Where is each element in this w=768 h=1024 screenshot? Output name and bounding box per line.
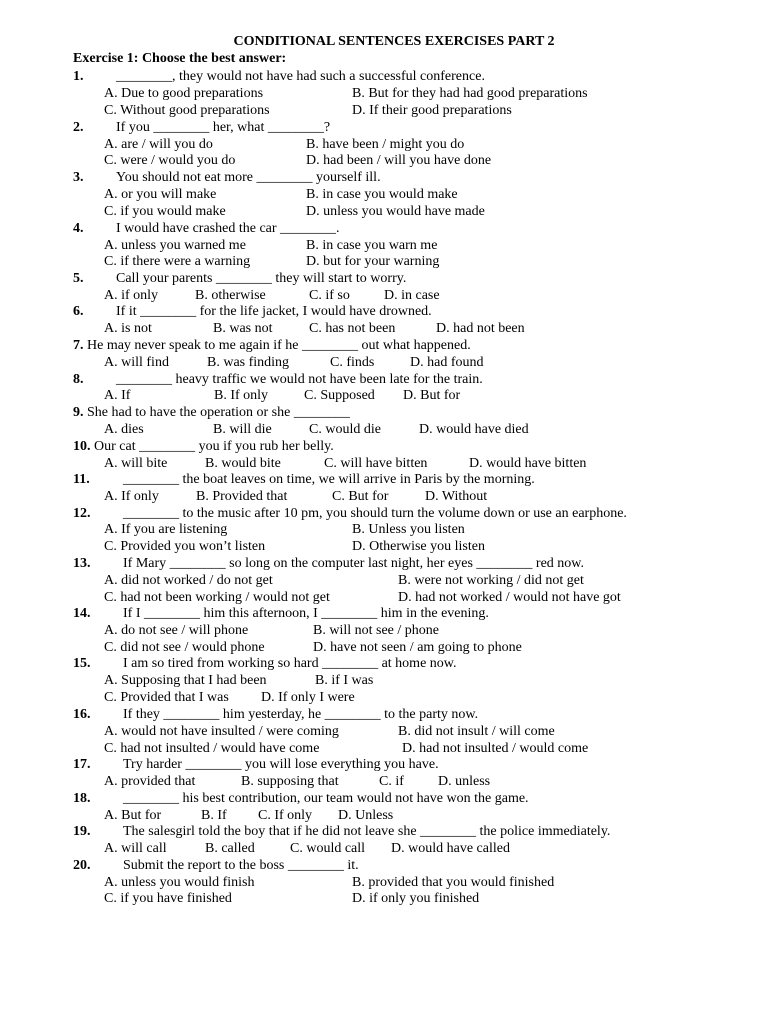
option-d[interactable]: D. had not insulted / would come [402, 741, 589, 756]
option-b[interactable]: B. will die [213, 422, 272, 437]
question-text: Submit the report to the boss ________ it. [123, 858, 359, 873]
option-b[interactable]: B. provided that you would finished [352, 875, 555, 890]
option-c[interactable]: C. if you would make [104, 204, 226, 219]
question-text: If they ________ him yesterday, he ________ to the party now. [123, 707, 479, 722]
option-b[interactable]: B. But for they had had good preparations [352, 86, 588, 101]
option-b[interactable]: B. in case you would make [306, 187, 458, 202]
option-a[interactable]: A. provided that [104, 774, 196, 789]
option-c[interactable]: C. had not been working / would not get [104, 590, 330, 605]
option-a[interactable]: A. would not have insulted / were coming [104, 724, 339, 739]
option-a[interactable]: A. Due to good preparations [104, 86, 264, 101]
option-d[interactable]: D. would have died [419, 422, 529, 437]
option-c[interactable]: C. Supposed [304, 388, 375, 403]
question-text: Try harder ________ you will lose everything you have. [123, 757, 439, 772]
option-c[interactable]: C. will have bitten [324, 456, 428, 471]
question-text: ________, they would not have had such a successful conference. [116, 69, 485, 84]
option-d[interactable]: D. had found [410, 355, 484, 370]
question-text: I am so tired from working so hard ________ at home now. [123, 656, 457, 671]
option-a[interactable]: A. If [104, 388, 131, 403]
option-d[interactable]: D. If only I were [261, 690, 355, 705]
option-a[interactable]: A. will bite [104, 456, 168, 471]
option-c[interactable]: C. If only [258, 808, 313, 823]
option-c[interactable]: C. Without good preparations [104, 103, 270, 118]
option-a[interactable]: A. unless you would finish [104, 875, 255, 890]
question-text: ________ the boat leaves on time, we will arrive in Paris by the morning. [123, 472, 535, 487]
question-number: 11. [73, 472, 90, 487]
option-a[interactable]: A. But for [104, 808, 162, 823]
option-a[interactable]: A. If you are listening [104, 522, 228, 537]
question-number: 17. [73, 757, 91, 772]
option-d[interactable]: D. would have called [391, 841, 510, 856]
question-number: 13. [73, 556, 91, 571]
question-number: 10. [73, 439, 91, 454]
option-d[interactable]: D. unless you would have made [306, 204, 485, 219]
question-text: If Mary ________ so long on the computer last night, her eyes ________ red now. [123, 556, 585, 571]
option-a[interactable]: A. Supposing that I had been [104, 673, 267, 688]
option-d[interactable]: D. Without [425, 489, 488, 504]
option-d[interactable]: D. Otherwise you listen [352, 539, 485, 554]
option-b[interactable]: B. called [205, 841, 255, 856]
option-d[interactable]: D. If their good preparations [352, 103, 512, 118]
question-text: ________ to the music after 10 pm, you should turn the volume down or use an earphone. [123, 506, 627, 521]
option-a[interactable]: A. or you will make [104, 187, 217, 202]
option-d[interactable]: D. had been / will you have done [306, 153, 492, 168]
option-a[interactable]: A. are / will you do [104, 137, 213, 152]
option-b[interactable]: B. if I was [315, 673, 374, 688]
option-d[interactable]: D. have not seen / am going to phone [313, 640, 522, 655]
option-d[interactable]: D. if only you finished [352, 891, 480, 906]
option-a[interactable]: A. is not [104, 321, 152, 336]
question-text: If I ________ him this afternoon, I ________ him in the evening. [123, 606, 489, 621]
question-number: 14. [73, 606, 91, 621]
question-text: Call your parents ________ they will start to worry. [116, 271, 407, 286]
question-text: Our cat ________ you if you rub her belly. [94, 439, 334, 454]
option-a[interactable]: A. do not see / will phone [104, 623, 249, 638]
page-title: CONDITIONAL SENTENCES EXERCISES PART 2 [233, 34, 555, 49]
option-b[interactable]: B. have been / might you do [306, 137, 465, 152]
question-number: 16. [73, 707, 91, 722]
question-number: 4. [73, 221, 84, 236]
option-c[interactable]: C. had not insulted / would have come [104, 741, 320, 756]
option-b[interactable]: B. was finding [207, 355, 290, 370]
question-text: If you ________ her, what ________? [116, 120, 331, 135]
option-a[interactable]: A. will call [104, 841, 167, 856]
option-d[interactable]: D. but for your warning [306, 254, 440, 269]
question-number: 1. [73, 69, 84, 84]
option-a[interactable]: A. did not worked / do not get [104, 573, 273, 588]
option-c[interactable]: C. has not been [309, 321, 396, 336]
question-number: 6. [73, 304, 84, 319]
question-number: 2. [73, 120, 84, 135]
option-c[interactable]: C. But for [332, 489, 389, 504]
option-b[interactable]: B. supposing that [241, 774, 339, 789]
option-b[interactable]: B. Provided that [196, 489, 288, 504]
option-d[interactable]: D. unless [438, 774, 491, 789]
option-c[interactable]: C. Provided that I was [104, 690, 229, 705]
option-b[interactable]: B. otherwise [195, 288, 266, 303]
option-b[interactable]: B. If only [214, 388, 269, 403]
question-number: 9. [73, 405, 84, 420]
question-text: The salesgirl told the boy that if he did not leave she ________ the police immediately. [123, 824, 611, 839]
option-a[interactable]: A. will find [104, 355, 169, 370]
option-c[interactable]: C. finds [330, 355, 375, 370]
option-d[interactable]: D. in case [384, 288, 440, 303]
option-b[interactable]: B. was not [213, 321, 273, 336]
question-number: 19. [73, 824, 91, 839]
option-a[interactable]: A. If only [104, 489, 159, 504]
option-b[interactable]: B. did not insult / will come [398, 724, 555, 739]
option-d[interactable]: D. Unless [338, 808, 394, 823]
question-number: 15. [73, 656, 91, 671]
option-a[interactable]: A. unless you warned me [104, 238, 246, 253]
option-c[interactable]: C. if there were a warning [104, 254, 251, 269]
option-a[interactable]: A. if only [104, 288, 159, 303]
option-a[interactable]: A. dies [104, 422, 144, 437]
option-d[interactable]: D. had not worked / would not have got [398, 590, 621, 605]
question-text: ________ his best contribution, our team would not have won the game. [123, 791, 529, 806]
question-text: She had to have the operation or she ________ [87, 405, 350, 420]
question-number: 5. [73, 271, 84, 286]
question-number: 8. [73, 372, 84, 387]
question-text: You should not eat more ________ yourself ill. [116, 170, 381, 185]
option-c[interactable]: C. were / would you do [104, 153, 236, 168]
option-b[interactable]: B. If [201, 808, 227, 823]
option-b[interactable]: B. will not see / phone [313, 623, 439, 638]
option-b[interactable]: B. Unless you listen [352, 522, 465, 537]
question-number: 3. [73, 170, 84, 185]
question-text: ________ heavy traffic we would not have been late for the train. [116, 372, 483, 387]
option-d[interactable]: D. But for [403, 388, 461, 403]
option-b[interactable]: B. in case you warn me [306, 238, 438, 253]
exercise-heading: Exercise 1: Choose the best answer: [73, 51, 287, 66]
question-text: If it ________ for the life jacket, I would have drowned. [116, 304, 432, 319]
question-text: He may never speak to me again if he ________ out what happened. [87, 338, 471, 353]
question-number: 18. [73, 791, 91, 806]
question-number: 20. [73, 858, 91, 873]
option-d[interactable]: D. would have bitten [469, 456, 587, 471]
option-c[interactable]: C. Provided you won’t listen [104, 539, 266, 554]
option-c[interactable]: C. if you have finished [104, 891, 232, 906]
option-b[interactable]: B. would bite [205, 456, 281, 471]
option-c[interactable]: C. would die [309, 422, 381, 437]
question-text: I would have crashed the car ________. [116, 221, 340, 236]
option-c[interactable]: C. did not see / would phone [104, 640, 265, 655]
option-c[interactable]: C. if so [309, 288, 350, 303]
option-b[interactable]: B. were not working / did not get [398, 573, 584, 588]
option-c[interactable]: C. if [379, 774, 404, 789]
question-number: 7. [73, 338, 84, 353]
option-d[interactable]: D. had not been [436, 321, 525, 336]
option-c[interactable]: C. would call [290, 841, 366, 856]
question-number: 12. [73, 506, 91, 521]
